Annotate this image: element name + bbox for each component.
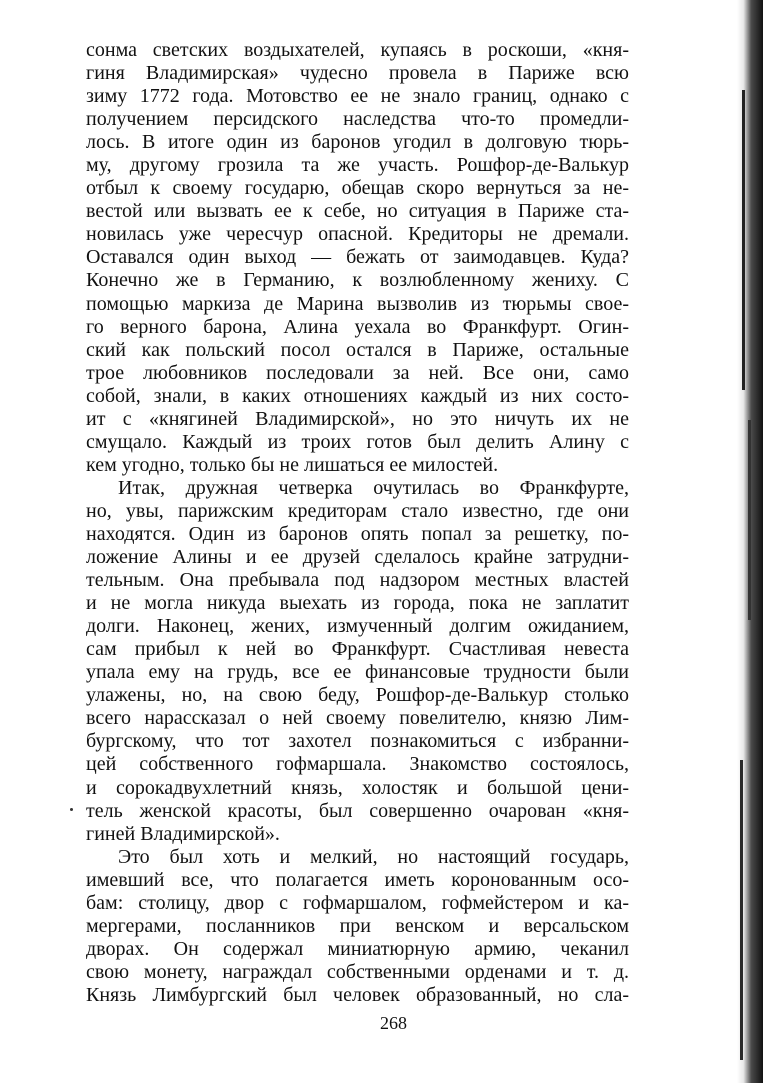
text-line: имевший все, что полагается иметь коронованным осо- <box>86 868 629 891</box>
spine-streak <box>740 760 743 1060</box>
text-line: ложение Алины и ее друзей сделалось крайне затрудни- <box>86 546 629 569</box>
text-line: гиня Владимирская» чудесно провела в Париже всю <box>86 62 629 85</box>
spine-streak <box>748 420 751 620</box>
text-line: сам прибыл к ней во Франкфурт. Счастливая невеста <box>86 638 629 661</box>
text-line: сонма светских воздыхателей, купаясь в роскоши, «кня- <box>86 39 629 61</box>
text-line: ский как польский посол остался в Париже, остальные <box>86 338 629 361</box>
text-line: помощью маркиза де Марина вызволив из тюрьмы свое- <box>86 292 629 315</box>
text-line: Это был хоть и мелкий, но настоящий государь, <box>118 845 629 868</box>
text-line: трое любовников последовали за ней. Все они, само <box>86 361 629 384</box>
spine-streak <box>742 90 745 390</box>
text-line: долги. Наконец, жених, измученный долгим ожиданием, <box>86 615 629 638</box>
text-line: улажены, но, на свою беду, Рошфор-де-Валькур столько <box>86 684 629 707</box>
text-line: но, увы, парижским кредиторам стало известно, где они <box>86 499 629 522</box>
text-line: зиму 1772 года. Мотовство ее не знало границ, однако с <box>86 85 629 108</box>
text-line: му, другому грозила та же участь. Рошфор-де-Валькур <box>86 154 629 177</box>
text-line: мергерами, посланников при венском и версальском <box>86 914 629 937</box>
text-line: бургскому, что тот захотел познакомиться с избранни- <box>86 730 629 753</box>
text-line: вестой или вызвать ее к себе, но ситуация в Париже ста- <box>86 200 629 223</box>
text-line: лось. В итоге один из баронов угодил в долговую тюрь- <box>86 131 629 154</box>
text-line: Оставался один выход — бежать от заимодавцев. Куда? <box>86 246 629 269</box>
text-line: тель женской красоты, был совершенно очарован «кня- <box>86 799 629 822</box>
text-line: цей собственного гофмаршала. Знакомство состоялось, <box>86 753 629 776</box>
page-body-text <box>86 39 629 1007</box>
text-line: го верного барона, Алина уехала во Франкфурт. Огин- <box>86 315 629 338</box>
scan-speck <box>70 808 73 811</box>
text-line: Конечно же в Германию, к возлюбленному жениху. С <box>86 269 629 292</box>
text-line: и не могла никуда выехать из города, пока не заплатит <box>86 592 629 615</box>
text-line: отбыл к своему государю, обещав скоро вернуться за не- <box>86 177 629 200</box>
text-line: гиней Владимирской». <box>86 822 280 845</box>
text-line: и сорокадвухлетний князь, холостяк и большой цени- <box>86 776 629 799</box>
text-line: ит с «княгиней Владимирской», но это ничуть их не <box>86 407 629 430</box>
text-line: новилась уже чересчур опасной. Кредиторы не дремали. <box>86 223 629 246</box>
text-line: тельным. Она пребывала под надзором местных властей <box>86 569 629 592</box>
text-line: кем угодно, только бы не лишаться ее милостей. <box>86 453 499 476</box>
text-line: собой, знали, в каких отношениях каждый из них состо- <box>86 384 629 407</box>
page-number: 268 <box>380 1013 407 1033</box>
text-line: упала ему на грудь, все ее финансовые трудности были <box>86 661 629 684</box>
text-line: Итак, дружная четверка очутилась во Франкфурте, <box>118 476 629 499</box>
text-line: дворах. Он содержал миниатюрную армию, чеканил <box>86 937 629 960</box>
text-line: находятся. Один из баронов опять попал за решетку, по- <box>86 522 629 545</box>
text-line: свою монету, награждал собственными орденами и т. д. <box>86 960 629 983</box>
text-line: бам: столицу, двор с гофмаршалом, гофмейстером и ка- <box>86 891 629 914</box>
text-line: Князь Лимбургский был человек образованный, но сла- <box>86 983 629 1006</box>
text-line: всего нарассказал о ней своему повелителю, князю Лим- <box>86 707 629 730</box>
text-line: получением персидского наследства что-то промедли- <box>86 108 629 131</box>
text-line: смущало. Каждый из троих готов был делить Алину с <box>86 430 629 453</box>
